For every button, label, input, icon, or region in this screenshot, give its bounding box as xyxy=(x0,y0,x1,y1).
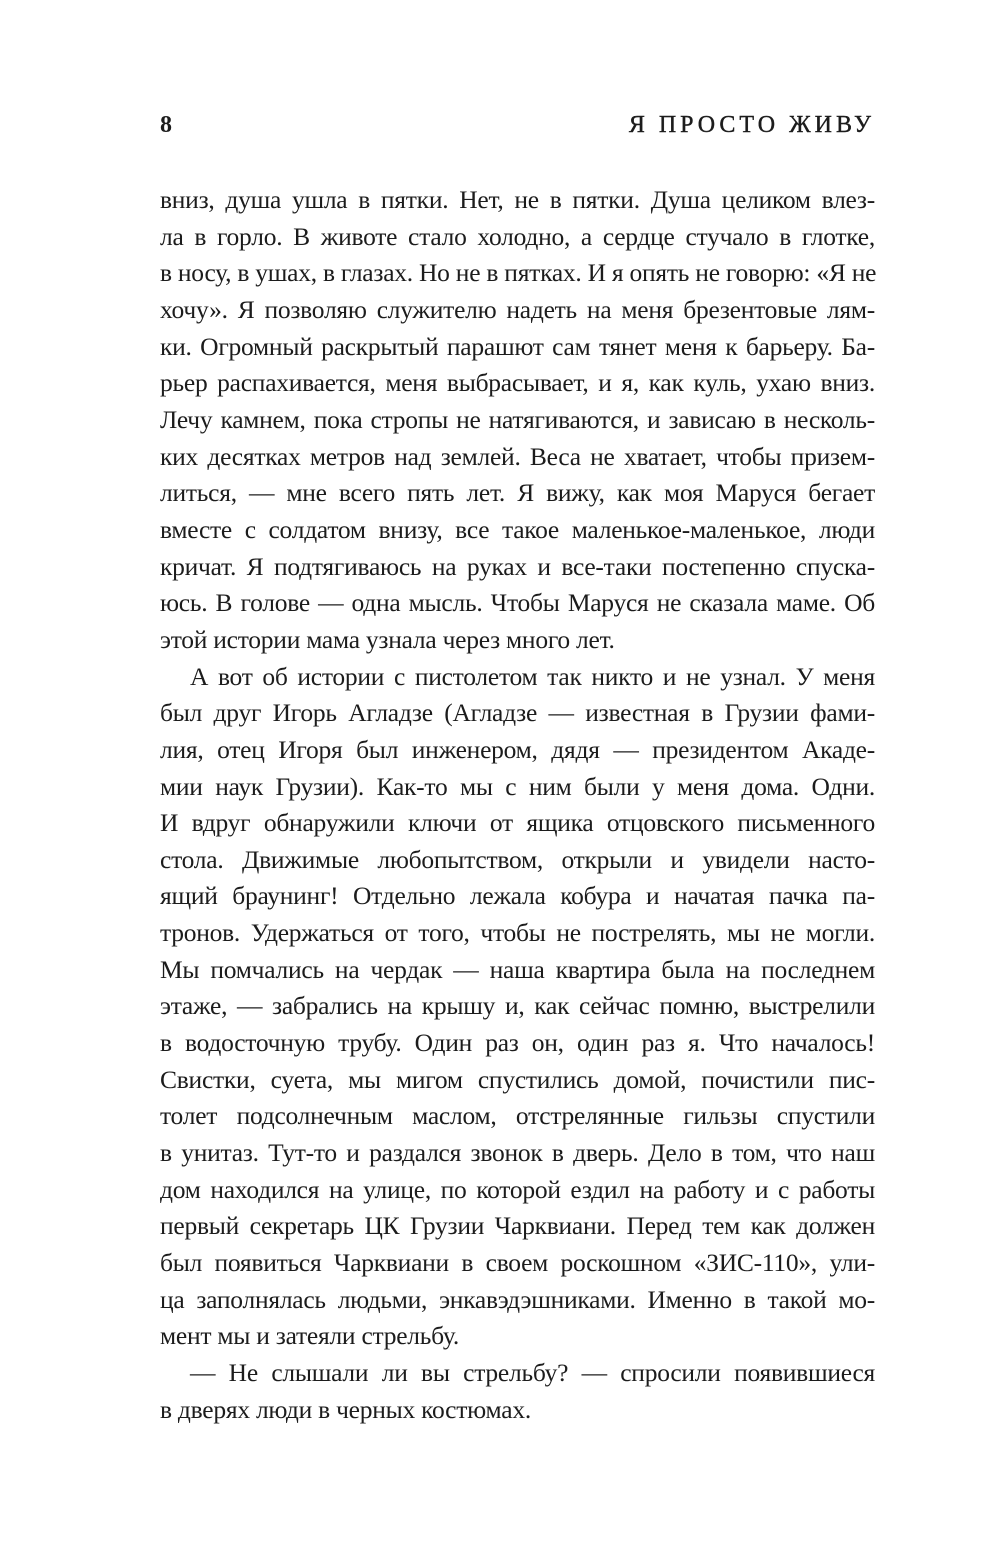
text-line: ки. Огромный раскрытый парашют сам тянет меня к барьеру. Ба- xyxy=(160,331,875,361)
text-line: в унитаз. Тут-то и раздался звонок в дверь. Дело в том, что наш xyxy=(160,1138,875,1168)
text-line: вниз, душа ушла в пятки. Нет, не в пятки. Душа целиком влез- xyxy=(160,185,875,214)
text-line: литься, — мне всего пять лет. Я вижу, как моя Маруся бегает xyxy=(160,478,875,508)
body-text xyxy=(160,182,875,1428)
text-line: был появиться Чарквиани в своем роскошном «ЗИС-110», ули- xyxy=(160,1248,875,1278)
text-line: в водосточную трубу. Один раз он, один раз я. Что началось! xyxy=(160,1028,875,1058)
text-line: хочу». Я позволяю служителю надеть на меня брезентовые лям- xyxy=(160,294,875,324)
running-title: Я ПРОСТО ЖИВУ xyxy=(628,112,875,138)
text-line: вместе с солдатом внизу, все такое маленькое-маленькое, люди xyxy=(160,514,875,544)
text-line: стола. Движимые любопытством, открыли и увидели насто- xyxy=(160,844,875,874)
text-line: мии наук Грузии). Как-то мы с ним были у меня дома. Одни. xyxy=(160,771,875,801)
text-line: И вдруг обнаружили ключи от ящика отцовского письменного xyxy=(160,808,875,838)
text-line: ла в горло. В животе стало холодно, а сердце стучало в глотке, xyxy=(160,221,875,251)
text-line: в дверях люди в черных костюмах. xyxy=(160,1394,531,1424)
text-line: этой истории мама узнала через много лет. xyxy=(160,624,615,654)
text-line: юсь. В голове — одна мысль. Чтобы Маруся не сказала маме. Об xyxy=(160,588,875,618)
text-line: толет подсолнечным маслом, отстрелянные гильзы спустили xyxy=(160,1101,875,1131)
page-number: 8 xyxy=(160,112,172,138)
text-line: дом находился на улице, по которой ездил на работу и с работы xyxy=(160,1174,875,1204)
text-line: первый секретарь ЦК Грузии Чарквиани. Перед тем как должен xyxy=(160,1211,875,1241)
text-line: рьер распахивается, меня выбрасывает, и я, как куль, ухаю вниз. xyxy=(160,368,875,398)
text-line: в носу, в ушах, в глазах. Но не в пятках. И я опять не говорю: «Я не xyxy=(160,258,877,288)
text-line: лия, отец Игоря был инженером, дядя — президентом Акаде- xyxy=(160,734,875,764)
text-line: Лечу камнем, пока стропы не натягиваются, и зависаю в несколь- xyxy=(160,404,875,434)
text-line: мент мы и затеяли стрельбу. xyxy=(160,1321,459,1351)
text-line: А вот об истории с пистолетом так никто и не узнал. У меня xyxy=(190,661,875,691)
text-line: тронов. Удержаться от того, чтобы не пострелять, мы не могли. xyxy=(160,918,875,948)
text-line: этаже, — забрались на крышу и, как сейчас помню, выстрелили xyxy=(160,991,875,1021)
text-line: ца заполнялась людьми, энкавэдэшниками. Именно в такой мо- xyxy=(160,1284,875,1314)
text-line: кричат. Я подтягиваюсь на руках и все-таки постепенно спуска- xyxy=(160,551,875,581)
text-line: ящий браунинг! Отдельно лежала кобура и начатая пачка па- xyxy=(160,881,875,911)
text-line: Свистки, суета, мы мигом спустились домой, почистили пис- xyxy=(160,1064,875,1094)
text-line: — Не слышали ли вы стрельбу? — спросили появившиеся xyxy=(190,1358,875,1387)
text-line: Мы помчались на чердак — наша квартира была на последнем xyxy=(160,954,875,984)
text-line: ких десятках метров над землей. Веса не хватает, чтобы призем- xyxy=(160,441,875,471)
text-line: был друг Игорь Агладзе (Агладзе — известная в Грузии фами- xyxy=(160,698,875,728)
